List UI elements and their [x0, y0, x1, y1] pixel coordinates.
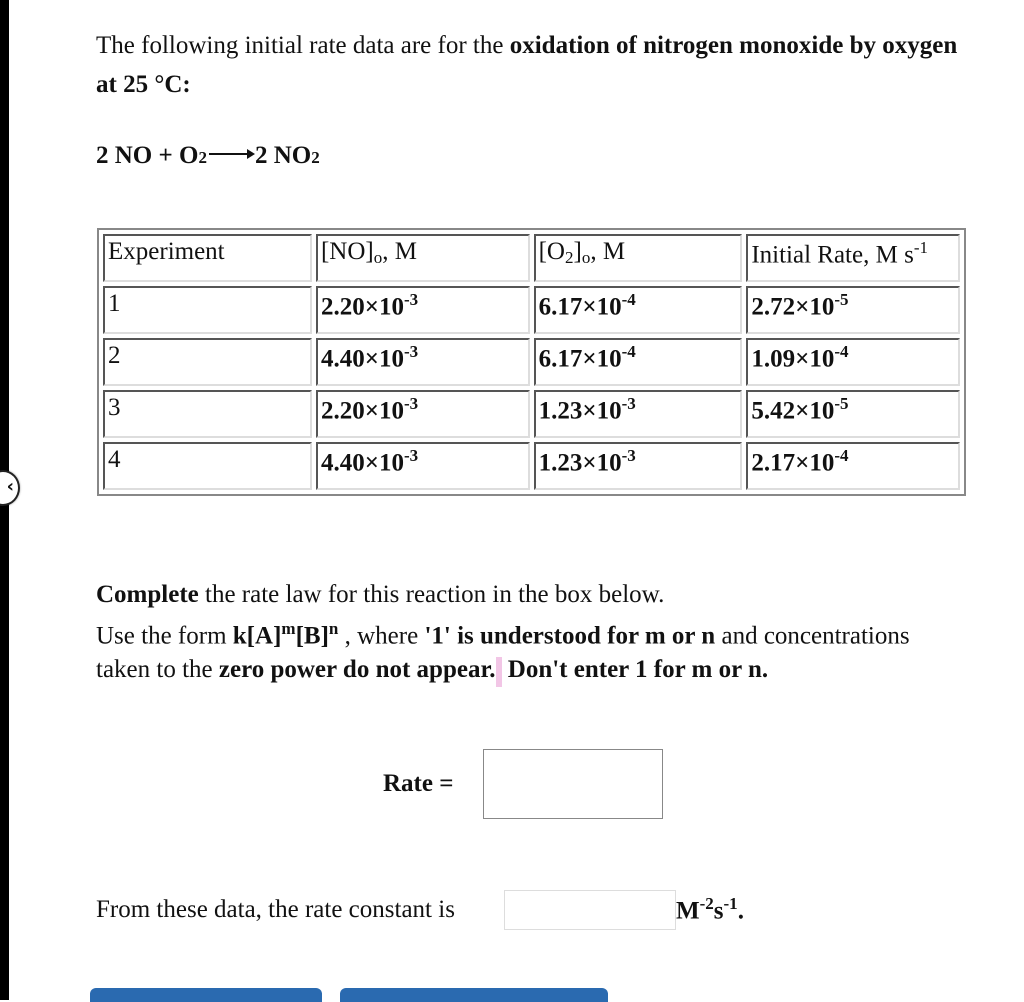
table-row: 2 $4.40\times 10^{-3}$ $6.17\times 10^{-4}$ $1.09\times 10^{-4}$: [103, 338, 960, 386]
header-no-concentration: $[NO]_o$, M: [316, 234, 530, 282]
rate-constant-input[interactable]: [504, 890, 676, 930]
reaction-equation: 2 NO + O 2 2 NO 2: [96, 142, 320, 169]
reaction-arrow-icon: [209, 153, 253, 155]
rate-constant-label: From these data, the rate constant is: [96, 896, 455, 923]
rate-label: Rate =: [383, 770, 454, 797]
rate-law-input[interactable]: [483, 749, 663, 819]
rate-data-table: [97, 228, 966, 496]
table-row: 4 $4.40\times 10^{-3}$ $1.23\times 10^{-3}$ $2.17\times 10^{-4}$: [103, 442, 960, 490]
table-header-row: [103, 234, 960, 282]
table-row: 1 $2.20\times 10^{-3}$ $6.17\times 10^{-4}$ $2.72\times 10^{-5}$: [103, 286, 960, 334]
header-experiment: Experiment: [103, 234, 312, 282]
chevron-left-icon: ‹: [6, 476, 14, 497]
instructions: Complete the rate law for this reaction in the box below. Use the form $k[A]^m[B]^n$ , where '1' is understood for m or n and concentrations taken to the zero power do not appear. Don't enter 1 for m or n.: [96, 578, 966, 687]
header-initial-rate: Initial Rate, M $s^{-1}$: [746, 234, 960, 282]
table-row: 3 $2.20\times 10^{-3}$ $1.23\times 10^{-3}$ $5.42\times 10^{-5}$: [103, 390, 960, 438]
header-o2-concentration: $[O_2]_o$, M: [534, 234, 743, 282]
intro-text: The following initial rate data are for the oxidation of nitrogen monoxide by oxygen at 25 °C:: [96, 32, 958, 98]
rate-constant-units: $M^{-2}s^{-1}$.: [676, 894, 744, 925]
side-collapse-handle[interactable]: [0, 470, 20, 506]
question-content: [96, 26, 966, 170]
